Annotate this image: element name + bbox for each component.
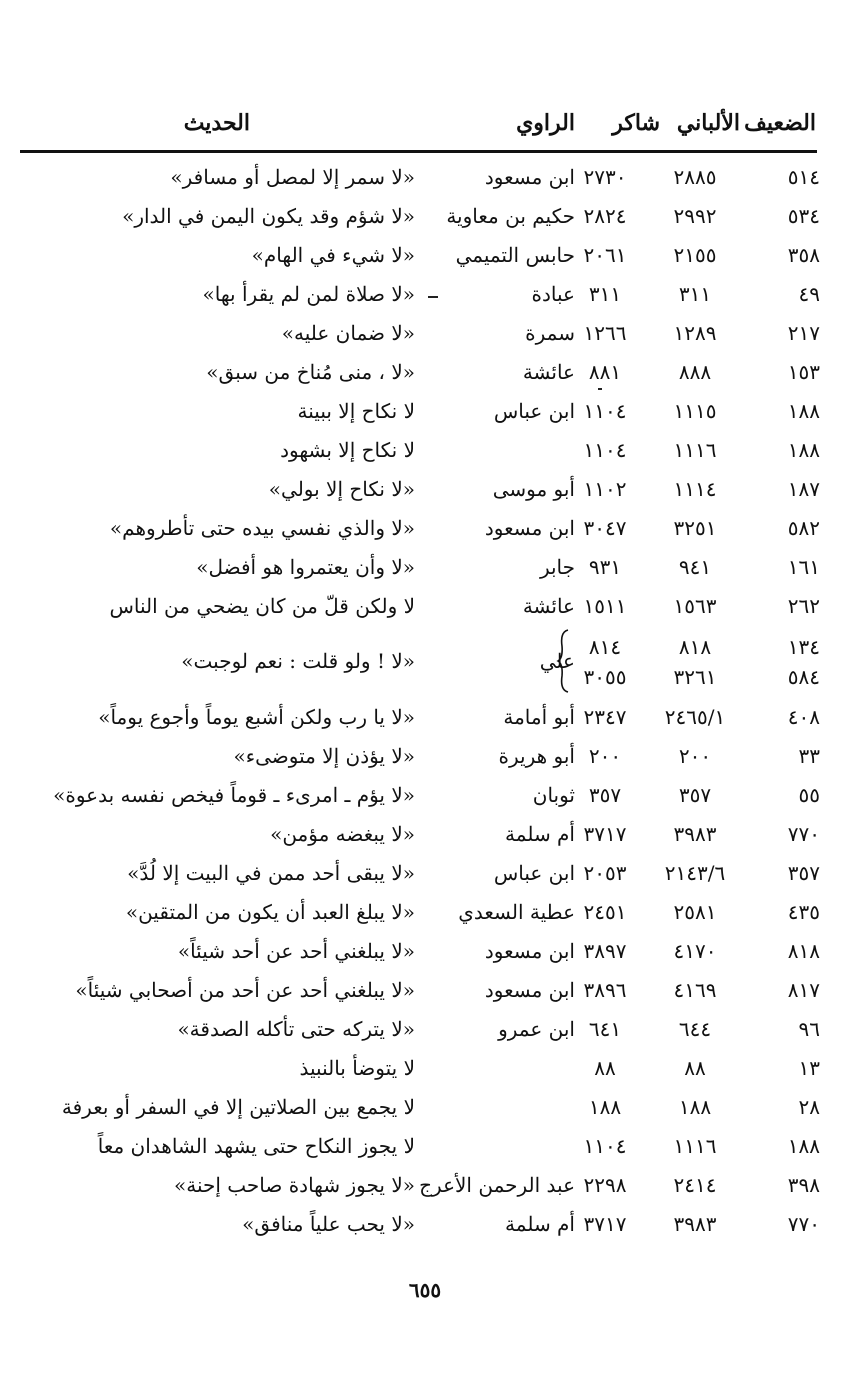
- header-hadith: الحديث: [183, 110, 250, 136]
- cell-shakir: ١١٠٤: [583, 1134, 627, 1158]
- cell-hadith: «لا يؤم ـ امرىء ـ قوماً فيخص نفسه بدعوة»: [53, 783, 415, 807]
- cell-shakir: ٢٠٥٣: [583, 861, 627, 885]
- table-row: [0, 275, 850, 313]
- table-row: [0, 236, 850, 274]
- cell-rawi: عائشة: [522, 594, 575, 618]
- cell-hadith: «لا ضمان عليه»: [281, 321, 415, 345]
- cell-hadith: «لا شؤم وقد يكون اليمن في الدار»: [122, 204, 415, 228]
- cell-daif: ١٣٤: [787, 635, 820, 659]
- cell-daif: ١٦١: [787, 555, 820, 579]
- table-row: [0, 1127, 850, 1165]
- cell-hadith: «لا يبلغني أحد عن أحد شيئاً»: [177, 939, 415, 963]
- cell-shakir: ١٨٨: [588, 1095, 622, 1119]
- cell-hadith: لا يتوضأ بالنبيذ: [299, 1056, 415, 1080]
- cell-albani: ٢١٤٣/٦: [664, 861, 726, 885]
- cell-albani: ٣٢٥١: [673, 516, 717, 540]
- table-row: [0, 548, 850, 586]
- cell-daif: ٥٥: [798, 783, 820, 807]
- cell-albani: ١١١٦: [673, 1134, 717, 1158]
- cell-shakir: ٣٨٩٧: [583, 939, 627, 963]
- cell-hadith: «لا يبلغ العبد أن يكون من المتقين»: [125, 900, 415, 924]
- cell-rawi: جابر: [539, 555, 575, 579]
- cell-albani: ٣٢٦١: [673, 665, 717, 689]
- cell-daif: ٥٨٢: [787, 516, 820, 540]
- cell-hadith: لا نكاح إلا بشهود: [280, 438, 415, 462]
- header-rawi: الراوي: [516, 110, 575, 136]
- cell-albani: ١٥٦٣: [673, 594, 717, 618]
- cell-rawi: حكيم بن معاوية: [446, 204, 575, 228]
- table-row: [0, 197, 850, 235]
- cell-hadith: «لا يتركه حتى تأكله الصدقة»: [177, 1017, 415, 1041]
- cell-daif: ٣٣: [798, 744, 820, 768]
- cell-shakir: ٨٨: [594, 1056, 616, 1080]
- cell-albani: ٣٩٨٣: [673, 822, 717, 846]
- cell-hadith: «لا شيء في الهام»: [251, 243, 415, 267]
- cell-shakir: ١٥١١: [583, 594, 627, 618]
- cell-rawi: أم سلمة: [505, 1212, 575, 1236]
- cell-daif: ٤٩: [798, 282, 820, 306]
- cell-albani: ٦٤٤: [678, 1017, 712, 1041]
- cell-shakir: ٣٥٧: [588, 783, 622, 807]
- table-row: [0, 1088, 850, 1126]
- cell-shakir: ٣٨٩٦: [583, 978, 627, 1002]
- cell-rawi: أم سلمة: [505, 822, 575, 846]
- header-shakir: شاكر: [612, 110, 660, 136]
- cell-hadith: لا يجمع بين الصلاتين إلا في السفر أو بعرفة: [61, 1095, 415, 1119]
- cell-albani: ٨٨٨: [678, 360, 712, 384]
- cell-hadith: «لا يبلغني أحد عن أحد من أصحابي شيئاً»: [75, 978, 415, 1002]
- stray-mark: [598, 388, 602, 390]
- cell-shakir: ٨١٤: [588, 635, 622, 659]
- stray-mark: [428, 296, 438, 298]
- cell-daif: ١٨٧: [787, 477, 820, 501]
- cell-rawi: عبد الرحمن الأعرج: [419, 1173, 575, 1197]
- cell-rawi: حابس التميمي: [455, 243, 575, 267]
- cell-rawi: ابن مسعود: [484, 516, 575, 540]
- cell-daif: ٤٣٥: [787, 900, 820, 924]
- cell-albani: ٢٩٩٢: [673, 204, 717, 228]
- cell-shakir: ١١٠٢: [583, 477, 627, 501]
- cell-daif: ١٣: [798, 1056, 820, 1080]
- cell-albani: ٢٤١٤: [673, 1173, 717, 1197]
- cell-daif: ٢٨: [798, 1095, 820, 1119]
- cell-daif: ٥٨٤: [787, 665, 820, 689]
- table-row: [0, 158, 850, 196]
- cell-shakir: ٢٨٢٤: [583, 204, 627, 228]
- cell-daif: ٤٠٨: [787, 705, 820, 729]
- cell-rawi: ثوبان: [532, 783, 575, 807]
- cell-shakir: ٣٠٥٥: [583, 665, 627, 689]
- cell-shakir: ١١٠٤: [583, 399, 627, 423]
- table-row: [0, 698, 850, 736]
- cell-daif: ١٨٨: [787, 438, 820, 462]
- header-albani: الألباني: [676, 110, 740, 136]
- cell-hadith: «لا ، منى مُناخ من سبق»: [206, 360, 415, 384]
- grouped-entry: [0, 628, 850, 694]
- cell-daif: ١٨٨: [787, 399, 820, 423]
- cell-hadith: «لا صلاة لمن لم يقرأ بها»: [202, 282, 415, 306]
- cell-rawi: [415, 1088, 575, 1126]
- cell-rawi: عبادة: [531, 282, 575, 306]
- cell-daif: ١٨٨: [787, 1134, 820, 1158]
- table-row: [0, 509, 850, 547]
- cell-hadith: «لا يجوز شهادة صاحب إحنة»: [174, 1173, 415, 1197]
- cell-rawi: [415, 431, 575, 469]
- cell-daif: ٥١٤: [787, 165, 820, 189]
- cell-rawi: [415, 1049, 575, 1087]
- table-row: [0, 893, 850, 931]
- table-row: [0, 587, 850, 625]
- cell-albani: ٩٤١: [678, 555, 712, 579]
- cell-shakir: ٢٣٤٧: [583, 705, 627, 729]
- cell-hadith: «لا ! ولو قلت : نعم لوجبت»: [181, 649, 415, 673]
- table-row: [0, 1010, 850, 1048]
- table-row: [0, 392, 850, 430]
- cell-rawi: سمرة: [525, 321, 575, 345]
- table-row: [0, 353, 850, 391]
- cell-daif: ٥٣٤: [787, 204, 820, 228]
- cell-rawi: عطية السعدي: [458, 900, 575, 924]
- cell-albani: ٢٠٠: [678, 744, 712, 768]
- cell-daif: ٣٩٨: [787, 1173, 820, 1197]
- table-row: [0, 971, 850, 1009]
- cell-daif: ٣٥٨: [787, 243, 820, 267]
- cell-albani: ٤١٧٠: [673, 939, 717, 963]
- cell-rawi: عائشة: [522, 360, 575, 384]
- cell-shakir: ٦٤١: [588, 1017, 622, 1041]
- cell-hadith: «لا يؤذن إلا متوضىء»: [233, 744, 415, 768]
- cell-hadith: «لا يبقى أحد ممن في البيت إلا لُدَّ»: [127, 861, 415, 885]
- cell-daif: ٣٥٧: [787, 861, 820, 885]
- cell-rawi: [415, 1127, 575, 1165]
- cell-albani: ٢١٥٥: [673, 243, 717, 267]
- table-row: [0, 1166, 850, 1204]
- cell-shakir: ٣٧١٧: [583, 822, 627, 846]
- cell-daif: ١٥٣: [787, 360, 820, 384]
- table-row: [0, 1205, 850, 1243]
- cell-rawi: ابن عباس: [493, 861, 575, 885]
- cell-albani: ١١١٦: [673, 438, 717, 462]
- table-row: [0, 776, 850, 814]
- cell-rawi: أبو هريرة: [498, 744, 575, 768]
- cell-hadith: «لا سمر إلا لمصل أو مسافر»: [170, 165, 415, 189]
- cell-hadith: «لا وأن يعتمروا هو أفضل»: [196, 555, 415, 579]
- table-row: [0, 1049, 850, 1087]
- cell-daif: ٩٦: [798, 1017, 820, 1041]
- cell-daif: ٧٧٠: [787, 822, 820, 846]
- cell-shakir: ٢٢٩٨: [583, 1173, 627, 1197]
- cell-albani: ٣٥٧: [678, 783, 712, 807]
- cell-albani: ١٨٨: [678, 1095, 712, 1119]
- header-daif: الضعيف: [744, 110, 816, 136]
- cell-albani: ٢٤٦٥/١: [664, 705, 726, 729]
- cell-hadith: «لا يبغضه مؤمن»: [270, 822, 415, 846]
- cell-albani: ١١١٤: [673, 477, 717, 501]
- cell-shakir: ٩٣١: [588, 555, 622, 579]
- cell-rawi: ابن مسعود: [484, 978, 575, 1002]
- cell-shakir: ٨٨١: [588, 360, 622, 384]
- cell-rawi: ابن عمرو: [498, 1017, 575, 1041]
- table-row: [0, 658, 850, 696]
- cell-albani: ٢٨٨٥: [673, 165, 717, 189]
- table-row: [0, 470, 850, 508]
- cell-shakir: ٢٠٠: [588, 744, 622, 768]
- cell-rawi: ابن مسعود: [484, 939, 575, 963]
- cell-hadith: «لا يحب علياً منافق»: [242, 1212, 415, 1236]
- cell-albani: ٤١٦٩: [673, 978, 717, 1002]
- cell-albani: ١٢٨٩: [673, 321, 717, 345]
- cell-shakir: ٣٧١٧: [583, 1212, 627, 1236]
- table-row: [0, 932, 850, 970]
- cell-shakir: ٣١١: [588, 282, 622, 306]
- page-number: ٦٥٥: [408, 1278, 442, 1302]
- cell-shakir: ٣٠٤٧: [583, 516, 627, 540]
- cell-hadith: لا ولكن قلّ من كان يضحي من الناس: [109, 594, 415, 618]
- cell-rawi: ابن عباس: [493, 399, 575, 423]
- header-rule: [20, 150, 817, 153]
- cell-shakir: ٢٠٦١: [583, 243, 627, 267]
- cell-daif: ٧٧٠: [787, 1212, 820, 1236]
- cell-daif: ٢١٧: [787, 321, 820, 345]
- table-row: [0, 737, 850, 775]
- cell-hadith: لا نكاح إلا ببينة: [297, 399, 415, 423]
- table-row: [0, 815, 850, 853]
- cell-hadith: لا يجوز النكاح حتى يشهد الشاهدان معاً: [97, 1134, 415, 1158]
- cell-albani: ٣٩٨٣: [673, 1212, 717, 1236]
- cell-shakir: ٢٤٥١: [583, 900, 627, 924]
- cell-daif: ٨١٨: [787, 939, 820, 963]
- cell-rawi: أبو أمامة: [503, 705, 575, 729]
- cell-shakir: ١٢٦٦: [583, 321, 627, 345]
- table-row: [0, 854, 850, 892]
- cell-rawi: ابن مسعود: [484, 165, 575, 189]
- cell-hadith: «لا يا رب ولكن أشبع يوماً وأجوع يوماً»: [98, 705, 415, 729]
- cell-albani: ٨١٨: [678, 635, 712, 659]
- cell-daif: ٨١٧: [787, 978, 820, 1002]
- table-row: [0, 431, 850, 469]
- cell-hadith: «لا والذي نفسي بيده حتى تأطروهم»: [109, 516, 415, 540]
- cell-albani: ٣١١: [678, 282, 712, 306]
- cell-albani: ١١١٥: [673, 399, 717, 423]
- cell-daif: ٢٦٢: [787, 594, 820, 618]
- table-row: [0, 314, 850, 352]
- cell-albani: ٨٨: [684, 1056, 706, 1080]
- cell-shakir: ٢٧٣٠: [583, 165, 627, 189]
- cell-shakir: ١١٠٤: [583, 438, 627, 462]
- cell-rawi: علي: [539, 649, 575, 673]
- cell-rawi: أبو موسى: [492, 477, 575, 501]
- cell-hadith: «لا نكاح إلا بولي»: [268, 477, 415, 501]
- cell-albani: ٢٥٨١: [673, 900, 717, 924]
